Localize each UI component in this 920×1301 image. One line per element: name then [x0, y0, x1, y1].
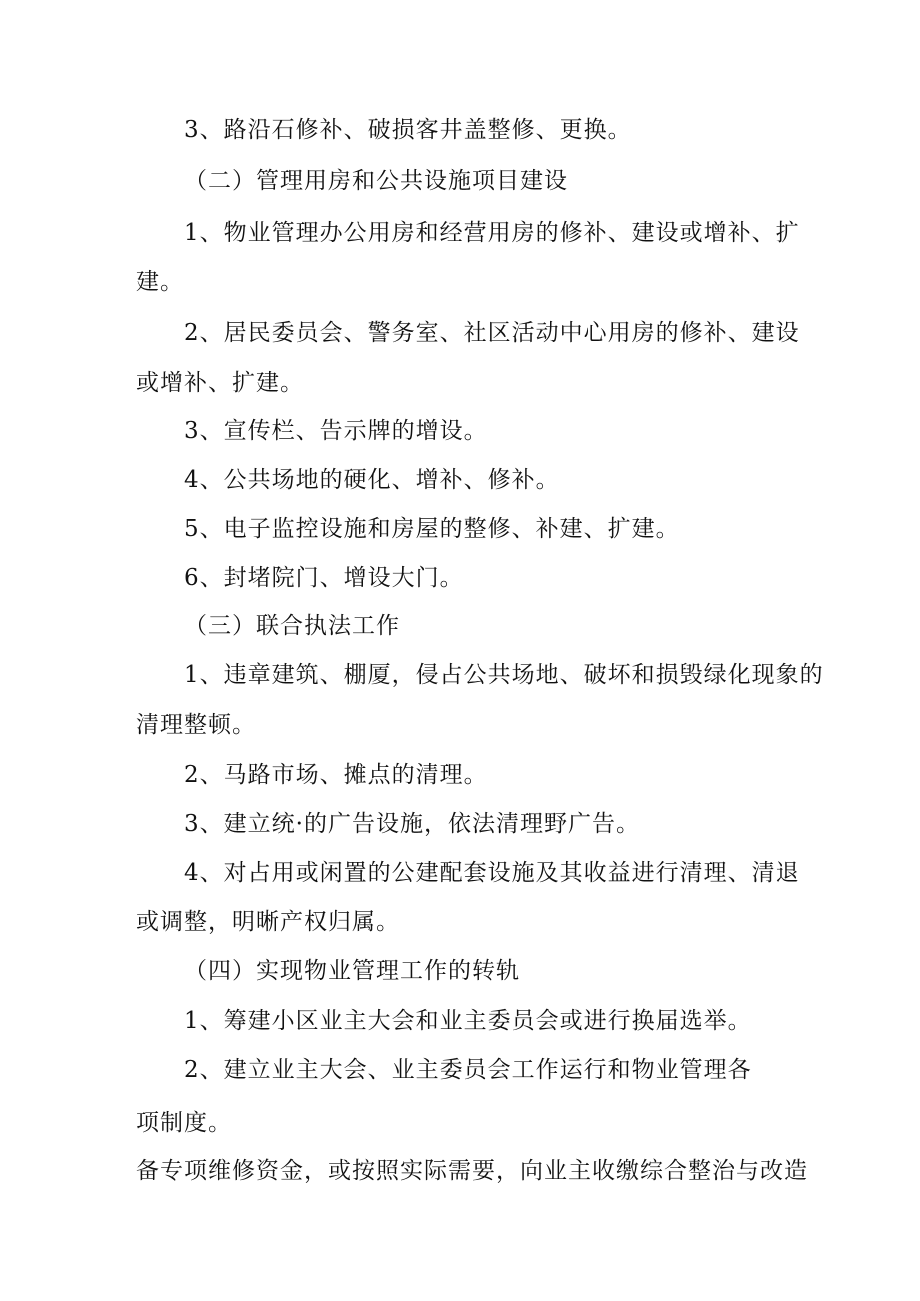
- item-public-facilities-cont: 或调整，明晰产权归属。: [136, 909, 400, 935]
- paragraph-maintenance-fund: 备专项维修资金，或按照实际需要，向业主收缴综合整治与改造: [136, 1158, 808, 1184]
- item-community-housing-cont: 或增补、扩建。: [136, 370, 304, 396]
- item-advertising: 3、建立统·的广告设施，依法清理野广告。: [184, 811, 640, 837]
- item-public-facilities: 4、对占用或闲置的公建配套设施及其收益进行清理、清退: [184, 860, 800, 886]
- item-community-housing: 2、居民委员会、警务室、社区活动中心用房的修补、建设: [184, 320, 800, 346]
- item-public-ground: 4、公共场地的硬化、增补、修补。: [184, 467, 560, 493]
- section-heading-4: （四）实现物业管理工作的转轨: [184, 958, 520, 984]
- item-street-market: 2、马路市场、摊点的清理。: [184, 762, 488, 788]
- item-owners-system: 2、建立业主大会、业主委员会工作运行和物业管理各: [184, 1057, 752, 1083]
- item-owners-system-cont: 项制度。: [136, 1110, 232, 1136]
- item-illegal-buildings-cont: 清理整顿。: [136, 712, 256, 738]
- section-heading-3: （三）联合执法工作: [184, 613, 400, 639]
- item-illegal-buildings: 1、违章建筑、棚厦，侵占公共场地、破坏和损毁绿化现象的: [184, 662, 824, 688]
- item-office-housing-cont: 建。: [136, 269, 184, 295]
- item-office-housing: 1、物业管理办公用房和经营用房的修补、建设或增补、扩: [184, 220, 800, 246]
- item-surveillance: 5、电子监控设施和房屋的整修、补建、扩建。: [184, 516, 680, 542]
- item-notice-board: 3、宣传栏、告示牌的增设。: [184, 418, 488, 444]
- item-curb-repair: 3、路沿石修补、破损客井盖整修、更换。: [184, 117, 632, 143]
- section-heading-2: （二）管理用房和公共设施项目建设: [184, 168, 568, 194]
- item-owners-assembly: 1、筹建小区业主大会和业主委员会或进行换届选举。: [184, 1008, 752, 1034]
- item-gates: 6、封堵院门、增设大门。: [184, 565, 464, 591]
